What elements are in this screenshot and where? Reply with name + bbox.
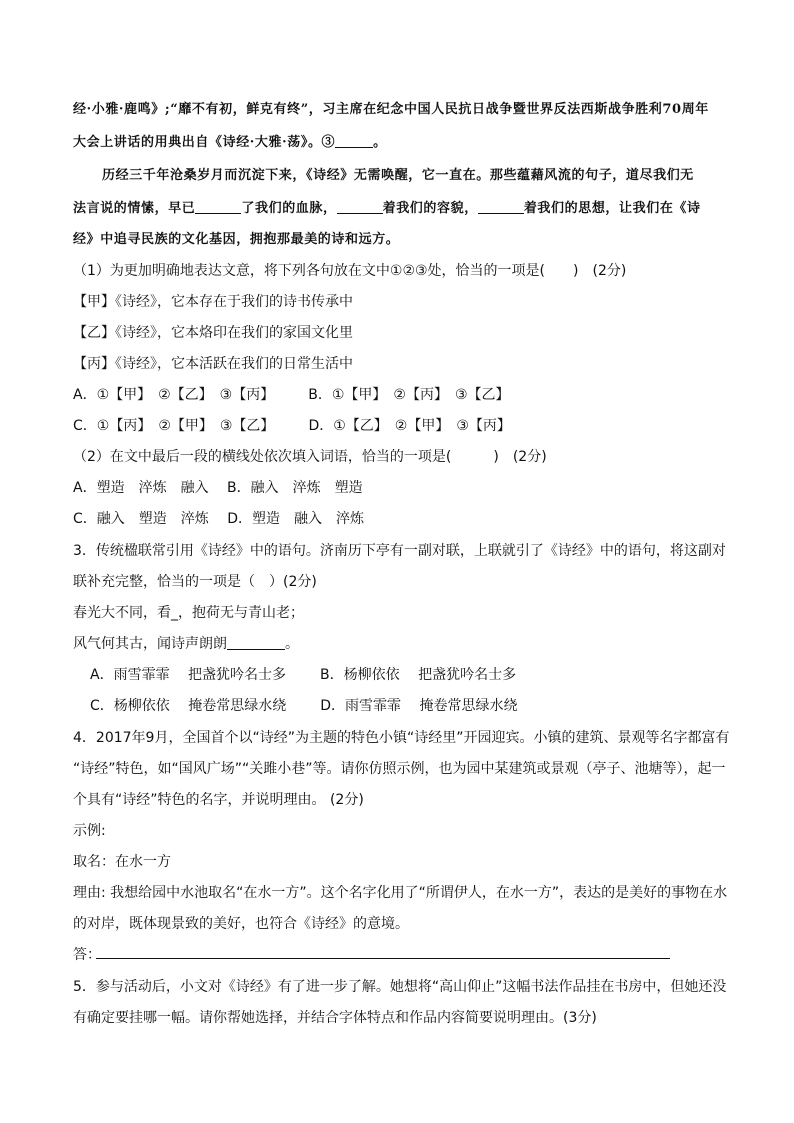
q3-choice-c[interactable]: C．杨柳依依 掩卷常思绿水绕 — [90, 698, 287, 714]
q4-example-reason-2: 的对岸，既体现景致的美好，也符合《诗经》的意境。 — [73, 916, 409, 932]
passage-line-1: 经·小雅·鹿鸣》;“靡不有初，鲜克有终”，习主席在纪念中国人民抗日战争暨世界反法西斯战争胜利70周年 — [73, 102, 709, 117]
q4-answer-label: 答： — [73, 947, 101, 963]
q4-example-name: 取名：在水一方 — [73, 854, 171, 870]
q3-couplet-lower — [73, 634, 299, 654]
q3-choice-a[interactable]: A．雨雪霏霏 把盏犹吟名士多 — [90, 667, 287, 683]
passage-blank-2[interactable] — [337, 199, 383, 214]
q3-couplet-upper: 春光大不同，看_，抱荷无与青山老； — [73, 605, 304, 621]
q1-choices-row-1 — [73, 385, 510, 405]
passage-line-2 — [73, 133, 387, 153]
passage-line-4-d: 着我们的思想，让我们在《诗 — [523, 201, 701, 216]
q1-choices-row-2 — [73, 416, 511, 436]
passage-line-2-text: 大会上讲话的用典出自《诗经·大雅·荡》。③ — [73, 135, 336, 150]
q1-choice-c[interactable]: C．①【丙】 ②【甲】 ③【乙】 — [73, 418, 275, 434]
q3-choice-b[interactable]: B．杨柳依依 把盏犹吟名士多 — [320, 667, 517, 683]
passage-line-4-a: 法言说的情愫，早已 — [73, 201, 196, 216]
q3-couplet-lower-end: 。 — [285, 636, 299, 652]
q3-stem-line-1: 3．传统楹联常引用《诗经》中的语句。济南历下亭有一副对联，上联就引了《诗经》中的语句，将这副对 — [73, 543, 726, 559]
q1-choice-b[interactable]: B．①【甲】 ②【丙】 ③【乙】 — [308, 387, 510, 403]
q1-choice-d[interactable]: D．①【乙】 ②【甲】 ③【丙】 — [308, 418, 511, 434]
passage-line-4 — [73, 199, 701, 219]
q5-stem-line-2: 有确定要挂哪一幅。请你帮她选择，并结合字体特点和作品内容简要说明理由。(3分) — [73, 1010, 597, 1026]
q3-couplet-lower-text: 风气何其古，闻诗声朗朗 — [73, 636, 227, 652]
passage-line-3: 历经三千年沧桑岁月而沉淀下来，《诗经》无需唤醒，它一直在。那些蕴藉风流的句子，道尽我们无 — [102, 168, 694, 183]
passage-line-2-end: 。 — [373, 135, 387, 150]
q3-choices-row-2 — [90, 696, 517, 716]
q2-choices-row-2[interactable]: C．融入 塑造 淬炼 D．塑造 融入 淬炼 — [73, 511, 365, 527]
q3-choice-d[interactable]: D．雨雪霏霏 掩卷常思绿水绕 — [320, 698, 518, 714]
q1-option-jia: 【甲】《诗经》，它本存在于我们的诗书传承中 — [73, 294, 353, 310]
q3-stem-line-2: 联补充完整，恰当的一项是（ ）(2分) — [73, 574, 317, 590]
q4-stem-line-1: 4．2017年9月，全国首个以“诗经”为主题的特色小镇“诗经里”开园迎宾。小镇的建筑、景观等名字都富有 — [73, 730, 730, 746]
passage-blank-3[interactable] — [478, 199, 524, 214]
passage-line-5: 经》中追寻民族的文化基因，拥抱那最美的诗和远方。 — [73, 232, 400, 247]
q4-example-label: 示例: — [73, 823, 106, 839]
blank-3[interactable] — [335, 133, 373, 148]
q1-option-yi: 【乙】《诗经》，它本烙印在我们的家国文化里 — [73, 325, 353, 341]
q2-stem: （2）在文中最后一段的横线处依次填入词语，恰当的一项是( ) (2分) — [73, 449, 547, 465]
q2-choices-row-1[interactable]: A．塑造 淬炼 融入 B．融入 淬炼 塑造 — [73, 480, 363, 496]
q1-choice-a[interactable]: A．①【甲】 ②【乙】 ③【丙】 — [73, 387, 275, 403]
q5-stem-line-1: 5．参与活动后，小文对《诗经》有了进一步了解。她想将“高山仰止”这幅书法作品挂在书房中，但她还没 — [73, 979, 727, 995]
passage-blank-1[interactable] — [195, 199, 241, 214]
q4-stem-line-3: 个具有“诗经”特色的名字，并说明理由。 (2分) — [73, 792, 364, 808]
q3-choices-row-1 — [90, 665, 516, 685]
q4-example-reason-1: 理由: 我想给园中水池取名“在水一方”。这个名字化用了“所谓伊人，在水一方”，表达的是美好的事物在水 — [73, 885, 728, 901]
passage-line-4-c: 着我们的容貌， — [382, 201, 478, 216]
passage-line-4-b: 了我们的血脉， — [241, 201, 337, 216]
q1-option-bing: 【丙】《诗经》，它本活跃在我们的日常生活中 — [73, 356, 353, 372]
q3-couplet-blank[interactable] — [227, 635, 285, 650]
q4-stem-line-2: “诗经”特色，如“国风广场”“关雎小巷”等。请你仿照示例，也为园中某建筑或景观（亭子、池塘等），起一 — [73, 761, 726, 777]
q1-stem: （1）为更加明确地表达文意，将下列各句放在文中①②③处，恰当的一项是( ) (2分) — [73, 263, 627, 279]
q4-answer-line[interactable] — [96, 958, 670, 959]
